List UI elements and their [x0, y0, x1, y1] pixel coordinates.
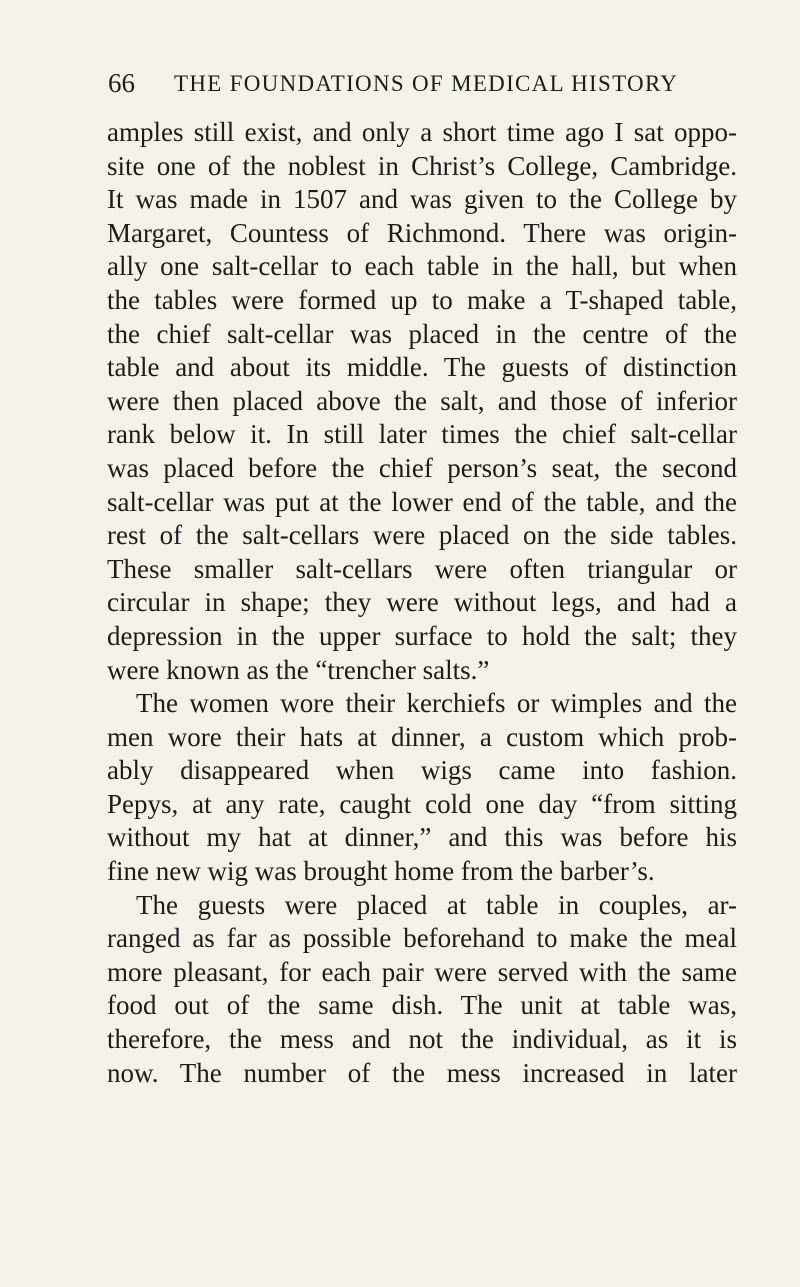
text-line: ally one salt-cellar to each table in the hall, but when [107, 251, 737, 282]
text-line: ably disappeared when wigs came into fashion. [107, 755, 737, 786]
body-text [107, 116, 737, 1090]
text-line: food out of the same dish. The unit at table was, [107, 990, 737, 1021]
paragraph-start-line: The women wore their kerchiefs or wimples and the [136, 688, 737, 719]
page-number: 66 [108, 68, 135, 98]
text-line: was placed before the chief person’s seat, the second [107, 452, 737, 483]
text-line: depression in the upper surface to hold the salt; they [107, 620, 737, 651]
text-line: rank below it. In still later times the chief salt-cellar [107, 419, 737, 450]
text-line: amples still exist, and only a short time ago I sat oppo- [107, 117, 737, 147]
text-line: ranged as far as possible beforehand to make the meal [107, 923, 737, 954]
text-line: It was made in 1507 and was given to the College by [107, 184, 737, 215]
text-line: table and about its middle. The guests of distinction [107, 352, 737, 383]
text-line: These smaller salt-cellars were often triangular or [107, 553, 737, 584]
text-line: were known as the “trencher salts.” [107, 654, 490, 685]
text-line: therefore, the mess and not the individual, as it is [107, 1024, 737, 1055]
text-line: the tables were formed up to make a T-shaped table, [107, 284, 737, 315]
text-line: fine new wig was brought home from the barber’s. [107, 856, 655, 887]
text-line: salt-cellar was put at the lower end of the table, and the [107, 486, 737, 517]
text-line: were then placed above the salt, and those of inferior [107, 385, 737, 416]
running-head [108, 68, 708, 108]
text-line: site one of the noblest in Christ’s College, Cambridge. [107, 150, 737, 181]
text-line: more pleasant, for each pair were served with the same [107, 956, 737, 987]
text-line: without my hat at dinner,” and this was before his [107, 822, 737, 853]
text-line: men wore their hats at dinner, a custom which prob- [107, 721, 737, 752]
text-line: circular in shape; they were without legs, and had a [107, 587, 737, 618]
running-title: THE FOUNDATIONS OF MEDICAL HISTORY [174, 71, 679, 96]
text-line: now. The number of the mess increased in later [107, 1057, 737, 1088]
text-line: the chief salt-cellar was placed in the centre of the [107, 318, 737, 349]
paragraph-start-line: The guests were placed at table in couples, ar- [136, 889, 737, 920]
text-line: rest of the salt-cellars were placed on the side tables. [107, 520, 737, 551]
text-line: Pepys, at any rate, caught cold one day “from sitting [107, 788, 737, 819]
text-line: Margaret, Countess of Richmond. There was origin- [107, 217, 737, 248]
